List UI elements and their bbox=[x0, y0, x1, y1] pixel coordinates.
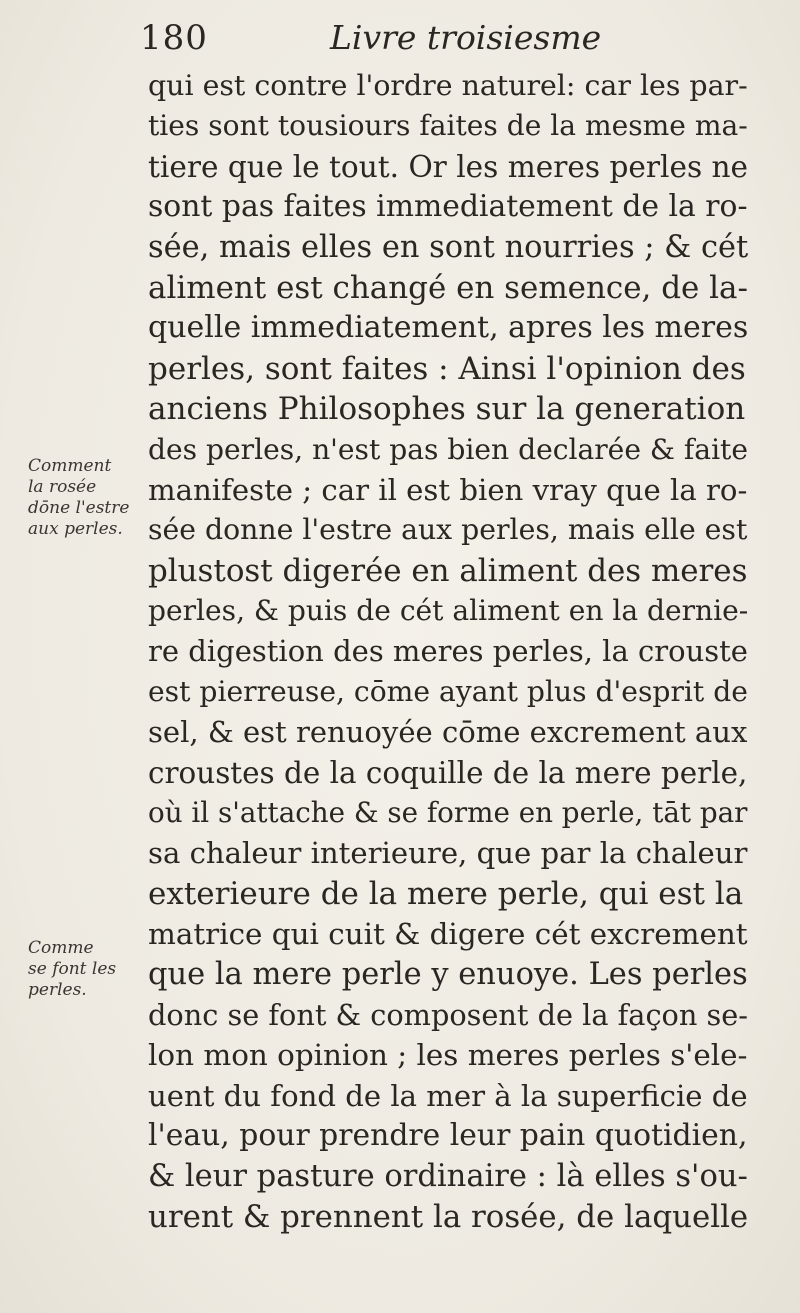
text-line: tiere que le tout. Or les meres perles ne bbox=[148, 149, 749, 184]
text-line: quelle immediatement, apres les meres bbox=[148, 310, 749, 346]
margin-note-line: dōne l'estre bbox=[28, 498, 130, 518]
margin-note-line: Comme bbox=[28, 938, 94, 958]
running-head: Livre troisiesme bbox=[330, 18, 602, 57]
margin-note-line: Comment bbox=[28, 456, 112, 476]
text-line: uent du fond de la mer à la superficie de bbox=[148, 1078, 748, 1113]
text-line: lon mon opinion ; les meres perles s'ele- bbox=[148, 1038, 748, 1073]
margin-note-line: perles. bbox=[28, 980, 87, 1000]
text-line: l'eau, pour prendre leur pain quotidien, bbox=[148, 1118, 748, 1154]
text-line: ties sont tousiours faites de la mesme ma- bbox=[148, 109, 748, 143]
text-line: anciens Philosophes sur la generation bbox=[148, 391, 746, 428]
text-line: qui est contre l'ordre naturel: car les par- bbox=[148, 69, 748, 102]
text-line: est pierreuse, cōme ayant plus d'esprit de bbox=[148, 674, 748, 708]
page-header bbox=[140, 18, 740, 58]
text-line: & leur pasture ordinaire : là elles s'ou- bbox=[148, 1158, 748, 1194]
text-line: croustes de la coquille de la mere perle, bbox=[148, 755, 748, 790]
text-line: sée donne l'estre aux perles, mais elle est bbox=[148, 513, 748, 547]
text-line: que la mere perle y enuoye. Les perles bbox=[148, 956, 748, 992]
text-line: sel, & est renuoyée cōme excrement aux bbox=[148, 715, 748, 750]
margin-note-line: se font les bbox=[28, 959, 117, 979]
text-line: où il s'attache & se forme en perle, tāt par bbox=[148, 796, 748, 830]
text-line: sont pas faites immediatement de la ro- bbox=[148, 189, 748, 225]
text-line: perles, sont faites : Ainsi l'opinion des bbox=[148, 350, 746, 387]
text-line: des perles, n'est pas bien declarée & faite bbox=[148, 432, 749, 466]
margin-note-line: la rosée bbox=[28, 477, 97, 497]
text-line: perles, & puis de cét aliment en la dernie- bbox=[148, 594, 749, 628]
text-line: re digestion des meres perles, la crouste bbox=[148, 634, 748, 669]
text-line: matrice qui cuit & digere cét excrement bbox=[148, 917, 748, 952]
text-line: exterieure de la mere perle, qui est la bbox=[148, 875, 744, 912]
margin-note-1 bbox=[28, 456, 148, 540]
text-line: aliment est changé en semence, de la- bbox=[148, 269, 748, 306]
margin-note-line: aux perles. bbox=[28, 519, 123, 539]
text-line: sa chaleur interieure, que par la chaleur bbox=[148, 836, 748, 871]
text-line: manifeste ; car il est bien vray que la ro- bbox=[148, 472, 748, 507]
page-number: 180 bbox=[140, 18, 208, 58]
text-line: donc se font & composent de la façon se- bbox=[148, 997, 748, 1032]
text-line: plustost digerée en aliment des meres bbox=[148, 552, 748, 589]
text-line: urent & prennent la rosée, de laquelle bbox=[148, 1198, 749, 1235]
body-text bbox=[148, 66, 748, 1237]
margin-note-2 bbox=[28, 938, 148, 1001]
text-line: sée, mais elles en sont nourries ; & cét bbox=[148, 229, 749, 265]
